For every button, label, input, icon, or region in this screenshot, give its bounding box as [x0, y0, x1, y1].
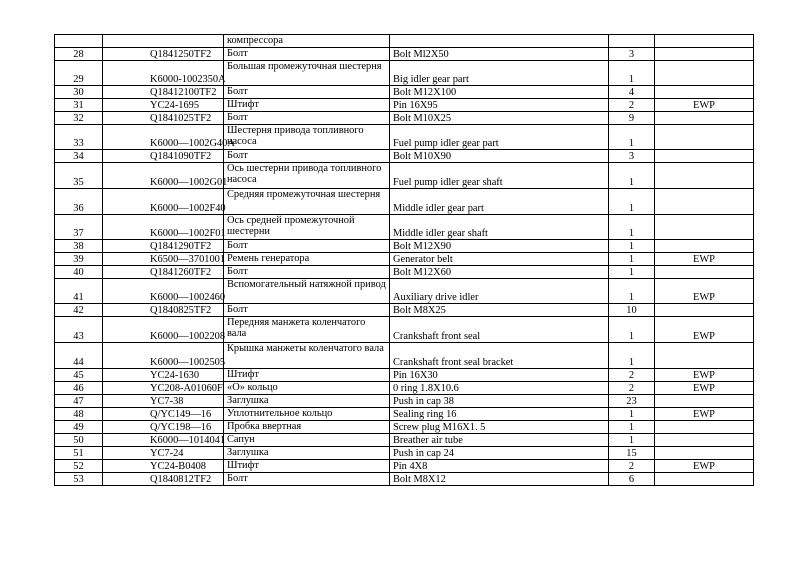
quantity-cell: 1	[609, 408, 655, 421]
row-number-cell: 41	[55, 279, 103, 304]
part-code-cell: K6000—1002G01	[103, 163, 224, 189]
table-row	[55, 253, 754, 266]
english-name-cell: Screw plug M16X1. 5	[390, 421, 609, 434]
table-row	[55, 434, 754, 447]
part-code-cell: Q1841260TF2	[103, 266, 224, 279]
note-cell	[655, 421, 754, 434]
note-cell	[655, 163, 754, 189]
part-code-cell: Q1841025TF2	[103, 112, 224, 125]
row-number-cell: 28	[55, 48, 103, 61]
english-name-cell: Middle idler gear shaft	[390, 215, 609, 240]
row-number-cell: 49	[55, 421, 103, 434]
quantity-cell: 1	[609, 189, 655, 215]
row-number-cell: 29	[55, 61, 103, 86]
russian-name-cell: Болт	[224, 266, 390, 279]
row-number-cell: 31	[55, 99, 103, 112]
english-name-cell: Push in cap 38	[390, 395, 609, 408]
part-code-cell: Q18412100TF2	[103, 86, 224, 99]
table-row	[55, 163, 754, 189]
row-number-cell: 30	[55, 86, 103, 99]
part-code-cell: Q1840812TF2	[103, 473, 224, 486]
row-number-cell: 45	[55, 369, 103, 382]
quantity-cell: 4	[609, 86, 655, 99]
note-cell	[655, 304, 754, 317]
russian-name-cell: Болт	[224, 240, 390, 253]
table-row	[55, 86, 754, 99]
table-row	[55, 395, 754, 408]
russian-name-cell: Ось средней промежуточной шестерни	[224, 215, 390, 240]
part-code-cell: Q/YC149—16	[103, 408, 224, 421]
note-cell	[655, 447, 754, 460]
russian-name-cell: Вспомогательный натяжной привод	[224, 279, 390, 304]
note-cell: EWP	[655, 460, 754, 473]
note-cell	[655, 215, 754, 240]
quantity-cell: 1	[609, 61, 655, 86]
part-code-cell: K6000-1002350A	[103, 61, 224, 86]
quantity-cell: 15	[609, 447, 655, 460]
note-cell	[655, 61, 754, 86]
quantity-cell: 1	[609, 343, 655, 369]
english-name-cell: Crankshaft front seal bracket	[390, 343, 609, 369]
row-number-cell: 40	[55, 266, 103, 279]
table-row	[55, 266, 754, 279]
row-number-cell: 39	[55, 253, 103, 266]
note-cell	[655, 240, 754, 253]
quantity-cell: 3	[609, 48, 655, 61]
russian-name-cell: Ремень генератора	[224, 253, 390, 266]
part-code-cell: K6000—1002F01	[103, 215, 224, 240]
quantity-cell: 9	[609, 112, 655, 125]
english-name-cell: Bolt M12X100	[390, 86, 609, 99]
table-row	[55, 369, 754, 382]
table-row	[55, 99, 754, 112]
note-cell: EWP	[655, 317, 754, 343]
quantity-cell: 2	[609, 369, 655, 382]
row-number-cell: 48	[55, 408, 103, 421]
note-cell	[655, 434, 754, 447]
row-number-cell: 36	[55, 189, 103, 215]
quantity-cell: 1	[609, 253, 655, 266]
english-name-cell: Fuel pump idler gear part	[390, 125, 609, 150]
table-row	[55, 279, 754, 304]
english-name-cell: Bolt M12X60	[390, 266, 609, 279]
row-number-cell: 42	[55, 304, 103, 317]
russian-name-cell: Сапун	[224, 434, 390, 447]
note-cell	[655, 189, 754, 215]
row-number-cell: 53	[55, 473, 103, 486]
quantity-cell: 1	[609, 240, 655, 253]
table-row	[55, 304, 754, 317]
russian-name-cell: Штифт	[224, 369, 390, 382]
table-row	[55, 215, 754, 240]
note-cell	[655, 48, 754, 61]
part-code-cell	[103, 35, 224, 48]
quantity-cell: 1	[609, 279, 655, 304]
table-row	[55, 473, 754, 486]
quantity-cell: 2	[609, 460, 655, 473]
russian-name-cell: Болт	[224, 150, 390, 163]
russian-name-cell: Шестерня привода топливного насоса	[224, 125, 390, 150]
quantity-cell	[609, 35, 655, 48]
quantity-cell: 1	[609, 317, 655, 343]
russian-name-cell: Болт	[224, 48, 390, 61]
table-row	[55, 125, 754, 150]
row-number-cell: 38	[55, 240, 103, 253]
russian-name-cell: Штифт	[224, 99, 390, 112]
quantity-cell: 2	[609, 99, 655, 112]
row-number-cell: 47	[55, 395, 103, 408]
russian-name-cell: Средняя промежуточная шестерня	[224, 189, 390, 215]
note-cell	[655, 343, 754, 369]
note-cell: EWP	[655, 369, 754, 382]
english-name-cell: Fuel pump idler gear shaft	[390, 163, 609, 189]
table-row	[55, 48, 754, 61]
part-code-cell: K6000—1002208	[103, 317, 224, 343]
russian-name-cell: Крышка манжеты коленчатого вала	[224, 343, 390, 369]
note-cell: EWP	[655, 382, 754, 395]
part-code-cell: K6000—1002505	[103, 343, 224, 369]
table-row	[55, 447, 754, 460]
russian-name-cell: Пробка ввертная	[224, 421, 390, 434]
quantity-cell: 6	[609, 473, 655, 486]
english-name-cell: Breather air tube	[390, 434, 609, 447]
english-name-cell: Generator belt	[390, 253, 609, 266]
table-row	[55, 317, 754, 343]
english-name-cell: Bolt M8X12	[390, 473, 609, 486]
russian-name-cell: Заглушка	[224, 395, 390, 408]
russian-name-cell: Болт	[224, 473, 390, 486]
english-name-cell: 0 ring 1.8X10.6	[390, 382, 609, 395]
russian-name-cell: Большая промежуточная шестерня	[224, 61, 390, 86]
table-row	[55, 112, 754, 125]
part-code-cell: K6500—3701001	[103, 253, 224, 266]
note-cell: EWP	[655, 99, 754, 112]
russian-name-cell: Ось шестерни привода топливного насоса	[224, 163, 390, 189]
english-name-cell: Bolt Ml2X50	[390, 48, 609, 61]
table-row	[55, 421, 754, 434]
parts-table-body	[55, 35, 754, 486]
row-number-cell	[55, 35, 103, 48]
part-code-cell: Q1841250TF2	[103, 48, 224, 61]
part-code-cell: Q1840825TF2	[103, 304, 224, 317]
quantity-cell: 23	[609, 395, 655, 408]
table-row	[55, 460, 754, 473]
english-name-cell: Big idler gear part	[390, 61, 609, 86]
note-cell	[655, 473, 754, 486]
note-cell: EWP	[655, 279, 754, 304]
english-name-cell: Pin 16X95	[390, 99, 609, 112]
english-name-cell: Bolt M8X25	[390, 304, 609, 317]
quantity-cell: 2	[609, 382, 655, 395]
part-code-cell: YC24-1695	[103, 99, 224, 112]
note-cell	[655, 112, 754, 125]
table-row	[55, 189, 754, 215]
part-code-cell: Q1841090TF2	[103, 150, 224, 163]
note-cell	[655, 150, 754, 163]
part-code-cell: YC24-B0408	[103, 460, 224, 473]
part-code-cell: K6000—1014041	[103, 434, 224, 447]
quantity-cell: 1	[609, 125, 655, 150]
row-number-cell: 46	[55, 382, 103, 395]
quantity-cell: 1	[609, 421, 655, 434]
table-row	[55, 150, 754, 163]
row-number-cell: 52	[55, 460, 103, 473]
note-cell	[655, 86, 754, 99]
english-name-cell: Auxiliary drive idler	[390, 279, 609, 304]
russian-name-cell: компрессора	[224, 35, 390, 48]
parts-table	[54, 34, 754, 486]
quantity-cell: 10	[609, 304, 655, 317]
note-cell	[655, 35, 754, 48]
part-code-cell: K6000—1002460	[103, 279, 224, 304]
part-code-cell: YC7-38	[103, 395, 224, 408]
russian-name-cell: Болт	[224, 304, 390, 317]
row-number-cell: 37	[55, 215, 103, 240]
table-row	[55, 61, 754, 86]
russian-name-cell: Болт	[224, 112, 390, 125]
row-number-cell: 33	[55, 125, 103, 150]
part-code-cell: YC7-24	[103, 447, 224, 460]
english-name-cell: Pin 4X8	[390, 460, 609, 473]
quantity-cell: 1	[609, 215, 655, 240]
english-name-cell: Pin 16X30	[390, 369, 609, 382]
note-cell: EWP	[655, 408, 754, 421]
note-cell	[655, 125, 754, 150]
english-name-cell: Push in cap 24	[390, 447, 609, 460]
row-number-cell: 44	[55, 343, 103, 369]
row-number-cell: 34	[55, 150, 103, 163]
quantity-cell: 1	[609, 434, 655, 447]
english-name-cell	[390, 35, 609, 48]
russian-name-cell: Заглушка	[224, 447, 390, 460]
russian-name-cell: Болт	[224, 86, 390, 99]
part-code-cell: YC208-A01060F	[103, 382, 224, 395]
row-number-cell: 32	[55, 112, 103, 125]
row-number-cell: 51	[55, 447, 103, 460]
quantity-cell: 1	[609, 163, 655, 189]
table-row	[55, 240, 754, 253]
russian-name-cell: Уплотнительное кольцо	[224, 408, 390, 421]
table-row	[55, 408, 754, 421]
english-name-cell: Crankshaft front seal	[390, 317, 609, 343]
part-code-cell: Q/YC198—16	[103, 421, 224, 434]
part-code-cell: YC24-1630	[103, 369, 224, 382]
note-cell: EWP	[655, 253, 754, 266]
row-number-cell: 35	[55, 163, 103, 189]
part-code-cell: Q1841290TF2	[103, 240, 224, 253]
english-name-cell: Bolt M10X90	[390, 150, 609, 163]
russian-name-cell: Передняя манжета коленчатого вала	[224, 317, 390, 343]
part-code-cell: K6000—1002G40A	[103, 125, 224, 150]
english-name-cell: Bolt M12X90	[390, 240, 609, 253]
note-cell	[655, 266, 754, 279]
row-number-cell: 43	[55, 317, 103, 343]
table-row	[55, 343, 754, 369]
table-row	[55, 35, 754, 48]
note-cell	[655, 395, 754, 408]
russian-name-cell: «О» кольцо	[224, 382, 390, 395]
russian-name-cell: Штифт	[224, 460, 390, 473]
table-row	[55, 382, 754, 395]
english-name-cell: Sealing ring 16	[390, 408, 609, 421]
part-code-cell: K6000—1002F40	[103, 189, 224, 215]
english-name-cell: Middle idler gear part	[390, 189, 609, 215]
quantity-cell: 1	[609, 266, 655, 279]
row-number-cell: 50	[55, 434, 103, 447]
english-name-cell: Bolt M10X25	[390, 112, 609, 125]
quantity-cell: 3	[609, 150, 655, 163]
